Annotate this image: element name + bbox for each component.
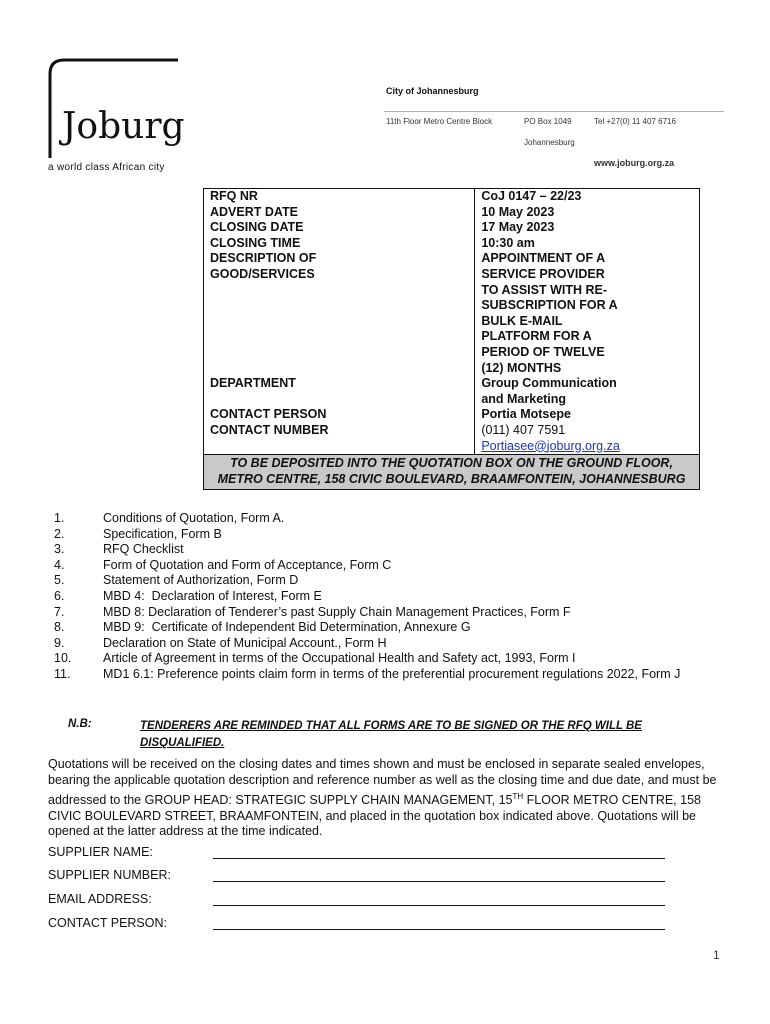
list-item [48, 620, 728, 636]
deposit-note-row [204, 455, 700, 490]
supplier-number-line[interactable] [213, 881, 665, 882]
instructions-part1: Quotations will be received on the closing dates and times shown and must be enclosed in separate sealed envelopes, bearing the applicable quotation description and reference number as well as the closing time and due date, and must be addressed to the GROUP HEAD: STRATEGIC SUPPLY CHAIN MANAGEMENT, 15 [48, 757, 717, 807]
list-item-number: 11. [54, 666, 71, 681]
list-item-text: MBD 4: Declaration of Interest, Form E [103, 588, 322, 603]
list-item-number: 2. [54, 526, 65, 541]
rfq-label: ADVERT DATE [204, 205, 475, 221]
contact-number: (011) 407 7591 [481, 422, 566, 437]
list-item-number: 3. [54, 542, 65, 557]
list-item [48, 558, 728, 574]
email-address-line[interactable] [213, 905, 665, 906]
rfq-value: 17 May 2023 [475, 220, 700, 236]
list-item-number: 1. [54, 511, 65, 525]
deposit-note: TO BE DEPOSITED INTO THE QUOTATION BOX ON THE GROUND FLOOR, METRO CENTRE, 158 CIVIC BOULEVARD, BRAAMFONTEIN, JOHANNESBURG [204, 455, 700, 490]
list-item-text: MBD 9: Certificate of Independent Bid Determination, Annexure G [103, 620, 471, 635]
rfq-label: DESCRIPTION OF GOOD/SERVICES [204, 251, 475, 376]
list-item-number: 9. [54, 635, 65, 650]
supplier-name-label: SUPPLIER NAME: [48, 845, 153, 859]
list-item-number: 4. [54, 557, 65, 572]
list-item-text: Declaration on State of Municipal Account., Form H [103, 635, 387, 650]
list-item-text: Conditions of Quotation, Form A. [103, 511, 285, 525]
list-item [48, 605, 728, 621]
page-number: 1 [713, 948, 720, 962]
rfq-label: CONTACT NUMBER [204, 423, 475, 455]
list-item-number: 6. [54, 588, 65, 603]
contact-person-line[interactable] [213, 929, 665, 930]
logo-wordmark: Joburg [62, 106, 185, 147]
list-item-number: 8. [54, 620, 65, 635]
list-item-text: MD1 6.1: Preference points claim form in terms of the preferential procurement regulations 2022, Form J [103, 666, 681, 681]
list-item-number: 7. [54, 604, 65, 619]
rfq-value: Portia Motsepe [475, 407, 700, 423]
rfq-value: 10 May 2023 [475, 205, 700, 221]
contact-person-label: CONTACT PERSON: [48, 916, 167, 930]
instructions-superscript: TH [512, 791, 524, 801]
contact-email-link[interactable]: Portiasee@joburg.org.za [481, 438, 620, 453]
header-website[interactable]: www.joburg.org.za [594, 158, 675, 168]
list-item [48, 573, 728, 589]
rfq-details-table [203, 188, 700, 490]
email-address-label: EMAIL ADDRESS: [48, 892, 152, 906]
header-tel: Tel +27(0) 11 407 6716 [594, 117, 676, 126]
header-address-line: 11th Floor Metro Centre Block [386, 117, 493, 125]
rfq-label: CONTACT PERSON [204, 407, 475, 423]
list-item-text: Form of Quotation and Form of Acceptance, Form C [103, 557, 392, 572]
rfq-row [204, 251, 700, 376]
header-town: Johannesburg [524, 138, 575, 147]
rfq-value: CoJ 0147 – 22/23 [475, 189, 700, 205]
list-item-text: MBD 8: Declaration of Tenderer’s past Supply Chain Management Practices, Form F [103, 604, 571, 619]
logo-tagline: a world class African city [48, 162, 165, 173]
list-item [48, 542, 728, 558]
rfq-row [204, 189, 700, 205]
rfq-label: DEPARTMENT [204, 376, 475, 407]
rfq-row [204, 220, 700, 236]
list-item-text: Specification, Form B [103, 526, 222, 541]
rfq-contact-cell [475, 423, 700, 455]
rfq-row [204, 205, 700, 221]
list-item-number: 5. [54, 573, 65, 588]
list-item-text: Statement of Authorization, Form D [103, 573, 299, 588]
list-item [48, 589, 728, 605]
joburg-logo [48, 58, 188, 162]
list-item-number: 10. [54, 651, 72, 666]
list-item-text: RFQ Checklist [103, 542, 184, 557]
rfq-row [204, 407, 700, 423]
rfq-row [204, 236, 700, 252]
rfq-value: Group Communication and Marketing [475, 376, 700, 407]
rfq-row [204, 423, 700, 455]
list-item [48, 636, 728, 652]
rfq-row [204, 376, 700, 407]
list-item-text: Article of Agreement in terms of the Occupational Health and Safety act, 1993, Form I [103, 651, 576, 666]
nb-warning: TENDERERS ARE REMINDED THAT ALL FORMS ARE TO BE SIGNED OR THE RFQ WILL BE DISQUALIFIED. [140, 720, 642, 749]
rfq-label: RFQ NR [204, 189, 475, 205]
instructions-part2: FLOOR METRO CENTRE, 158 CIVIC BOULEVARD STREET, BRAAMFONTEIN, and placed in the quotation box indicated above. Quotations will be opened at the latter address at the time indicated. [48, 792, 701, 839]
nb-label: N.B: [68, 718, 92, 730]
rfq-label: CLOSING DATE [204, 220, 475, 236]
rfq-value: APPOINTMENT OF A SERVICE PROVIDER TO ASSIST WITH RE- SUBSCRIPTION FOR A BULK E-MAIL PLATFORM FOR A PERIOD OF TWELVE (12) MONTHS [475, 251, 700, 376]
forms-list [48, 511, 728, 683]
supplier-name-line[interactable] [213, 858, 665, 859]
header-divider [384, 111, 724, 112]
list-item [48, 651, 728, 667]
header-city: City of Johannesburg [386, 86, 479, 96]
list-item [48, 527, 728, 543]
header-po-box: PO Box 1049 [524, 117, 572, 126]
list-item [48, 667, 728, 683]
rfq-value: 10:30 am [475, 236, 700, 252]
rfq-label: CLOSING TIME [204, 236, 475, 252]
instructions-paragraph [48, 757, 728, 840]
supplier-number-label: SUPPLIER NUMBER: [48, 868, 171, 882]
list-item [48, 511, 728, 527]
